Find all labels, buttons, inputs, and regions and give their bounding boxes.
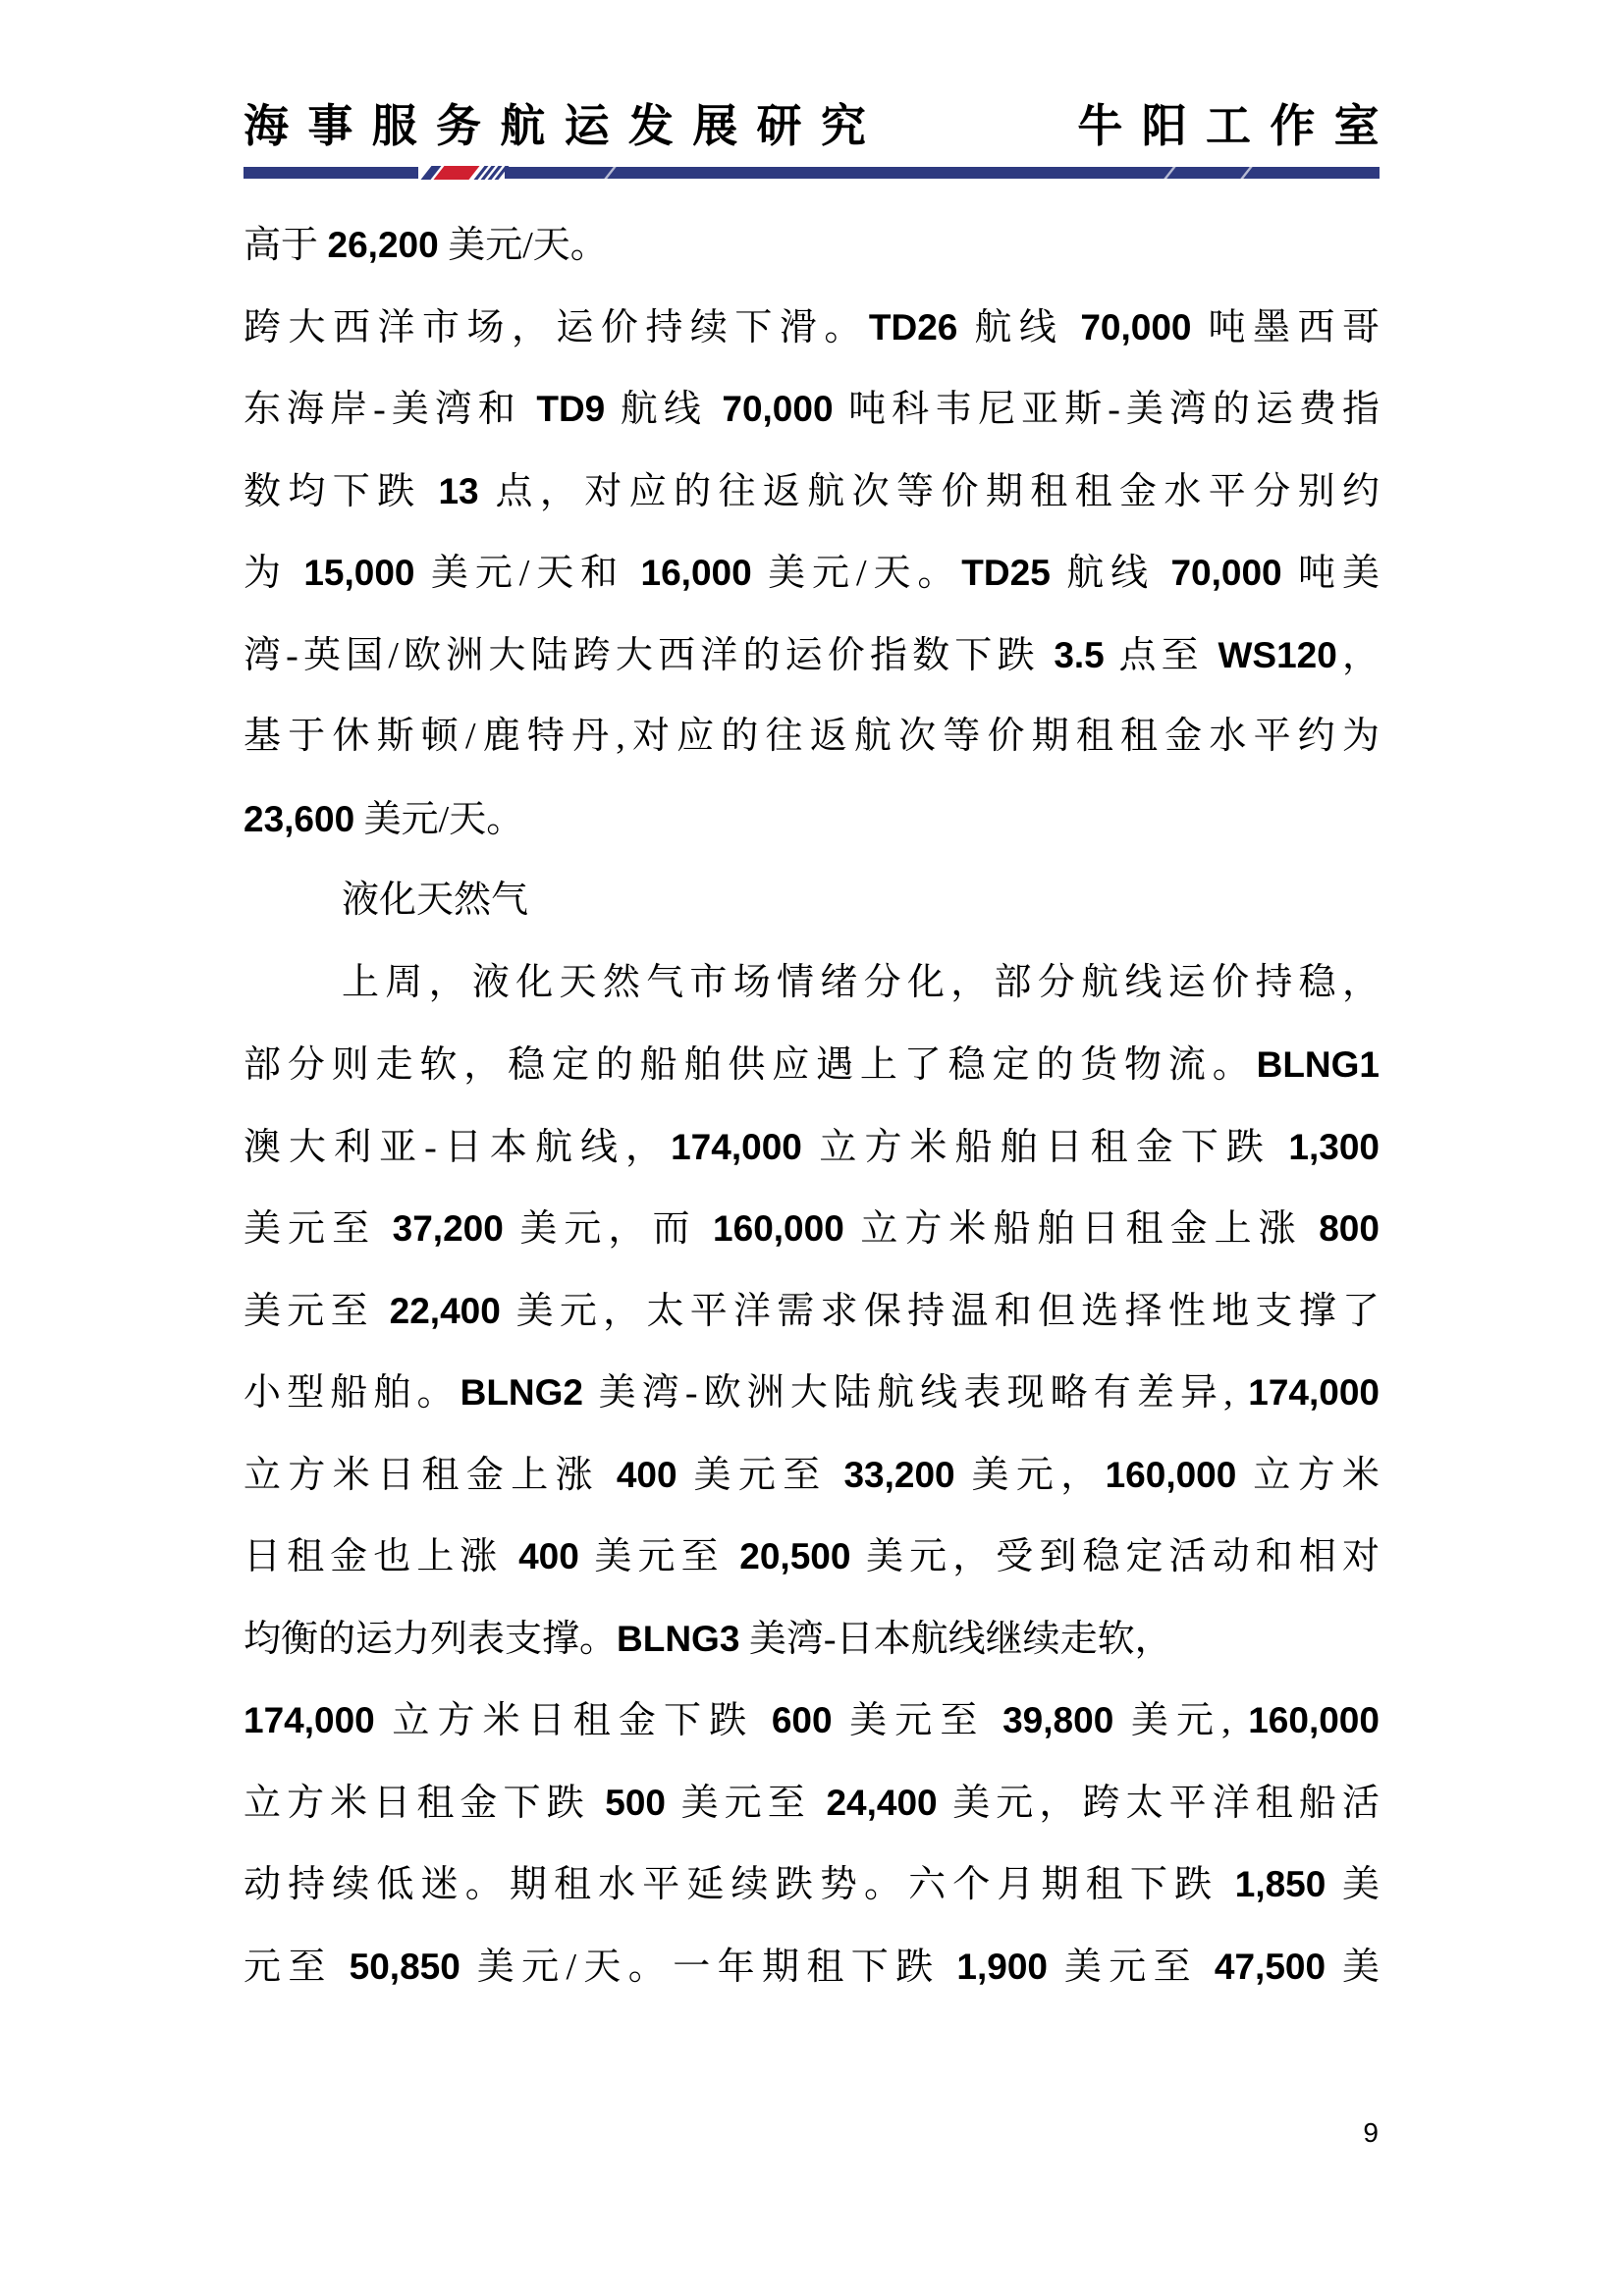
body-line: 元至 50,850 美元/天。一年期租下跌 1,900 美元至 47,500 美	[244, 1946, 1380, 1988]
body-line: 基于休斯顿/鹿特丹,对应的往返航次等价期租租金水平约为	[244, 716, 1380, 757]
body-line: 为 15,000 美元/天和 16,000 美元/天。TD25 航线 70,000 吨美	[244, 553, 1380, 594]
body-line: 23,600 美元/天。	[244, 798, 524, 840]
body-line: 上周，液化天然气市场情绪分化，部分航线运价持稳，	[342, 961, 1380, 1003]
body-line: 数均下跌 13 点，对应的往返航次等价期租租金水平分别约	[244, 470, 1380, 512]
body-line-section-heading: 液化天然气	[342, 880, 529, 921]
body-line: 跨大西洋市场，运价持续下滑。TD26 航线 70,000 吨墨西哥	[244, 306, 1380, 348]
header-left-title: 海事服务航运发展研究	[244, 100, 886, 151]
body-line: 动持续低迷。期租水平延续跌势。六个月期租下跌 1,850 美	[244, 1864, 1380, 1905]
body-line: 小型船舶。BLNG2 美湾-欧洲大陆航线表现略有差异, 174,000	[244, 1372, 1380, 1414]
divider-right-bar	[505, 167, 1380, 179]
document-body	[244, 204, 1380, 2007]
body-line: 美元至 37,200 美元，而 160,000 立方米船舶日租金上涨 800	[244, 1208, 1380, 1250]
divider-red-slash	[434, 166, 480, 180]
body-line: 立方米日租金上涨 400 美元至 33,200 美元，160,000 立方米	[244, 1454, 1380, 1496]
body-line: 澳大利亚-日本航线，174,000 立方米船舶日租金下跌 1,300	[244, 1126, 1380, 1168]
body-line: 东海岸-美湾和 TD9 航线 70,000 吨科韦尼亚斯-美湾的运费指	[244, 389, 1380, 430]
body-line: 湾-英国/欧洲大陆跨大西洋的运价指数下跌 3.5 点至 WS120，	[244, 634, 1380, 676]
divider-nick	[1164, 166, 1177, 180]
body-line: 美元至 22,400 美元，太平洋需求保持温和但选择性地支撑了	[244, 1290, 1380, 1332]
body-line: 部分则走软，稳定的船舶供应遇上了稳定的货物流。BLNG1	[244, 1044, 1380, 1086]
body-line: 立方米日租金下跌 500 美元至 24,400 美元，跨太平洋租船活	[244, 1782, 1380, 1824]
page-number: 9	[1363, 2117, 1379, 2148]
divider-nick	[1240, 166, 1254, 180]
divider-nick	[604, 166, 618, 180]
header-right-title: 牛阳工作室	[1077, 100, 1398, 151]
divider-left-bar	[244, 167, 418, 179]
divider-ornament	[418, 167, 505, 179]
header-divider	[244, 167, 1380, 179]
body-line: 均衡的运力列表支撑。BLNG3 美湾-日本航线继续走软，	[244, 1618, 1172, 1660]
body-line: 日租金也上涨 400 美元至 20,500 美元，受到稳定活动和相对	[244, 1536, 1380, 1577]
body-line: 高于 26,200 美元/天。	[244, 225, 608, 266]
body-line: 174,000 立方米日租金下跌 600 美元至 39,800 美元, 160,000	[244, 1700, 1380, 1741]
